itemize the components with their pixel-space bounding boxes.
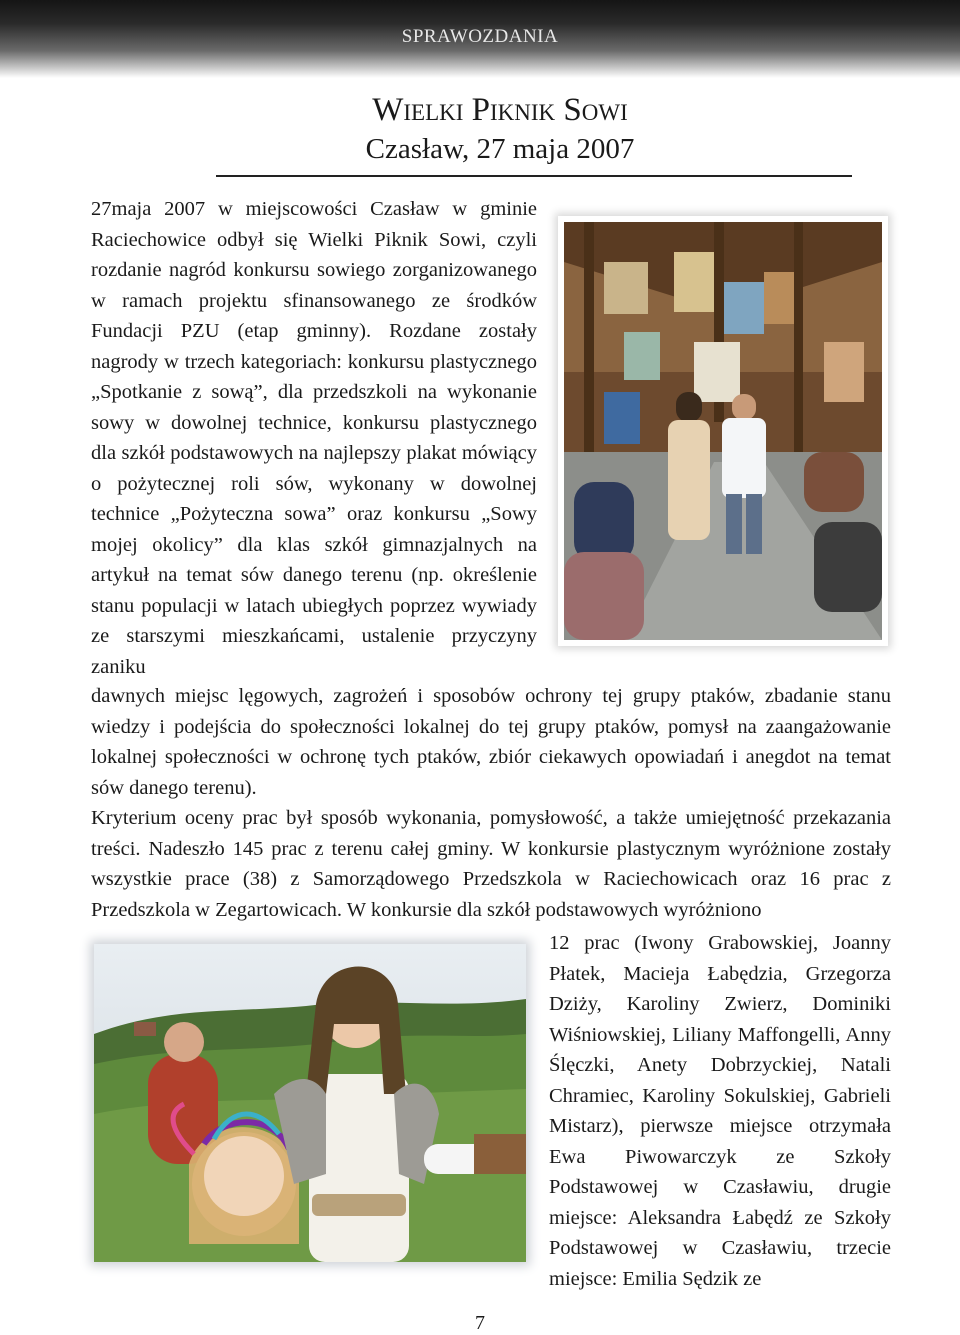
- award-ceremony-illustration: [564, 222, 882, 640]
- paragraph-intro: 27maja 2007 w miejscowości Czasław w gminie Raciechowice odbył się Wielki Piknik Sowi, czyli rozdanie nagród konkursu sowiego zorganizowanego w ramach projektu sfinansowanego ze środków Fundacji PZU (etap gminny). Rozdane zostały nagrody w trzech kategoriach: konkursu plastycznego „Spotkanie z sową”, dla przedszkoli na wykonanie sowy w dowolnej technice, konkursu plastycznego dla szkół podstawowych na najlepszy plakat mówiący o pożytecznej roli sów, wykonany w dowolnej technice „Pożyteczna sowa” oraz konkursu „Sowy mojej okolicy” dla klas szkół gimnazjalnych na artykuł na temat sów danego terenu (np. określenie stanu populacji w latach ubiegłych poprzez wywiady ze starszymi mieszkańcami, ustalenie przyczyny zaniku: [91, 198, 537, 678]
- paragraph-winners: 12 prac (Iwony Grabowskiej, Joanny Płatek, Macieja Łabędzia, Grzegorza Dziży, Karoliny Zwierz, Dominiki Wiśniowskiej, Liliany Maffongelli, Anny Ślęczki, Anety Dobrzyckiej, Natali Chramiec, Karoliny Sokulskiej, Gabrieli Mistarz), pierwsze miejsce otrzymała Ewa Piwowarczyk ze Szkoły Podstawowej w Czasławiu, drugie miejsce: Aleksandra Łabędź ze Szkoły Podstawowej w Czasławiu, trzecie miejsce: Emilia Sędzik ze: [549, 932, 891, 1290]
- article-title: Wielki Piknik Sowi: [372, 92, 628, 128]
- article-column-top: [91, 194, 537, 682]
- photo-award-ceremony: [558, 216, 888, 646]
- article-column-full: [91, 681, 891, 925]
- title-rule: [216, 175, 852, 177]
- children-outdoor-illustration: [94, 944, 526, 1262]
- article-subtitle: Czasław, 27 maja 2007: [365, 133, 635, 165]
- paragraph-criteria: Kryterium oceny prac był sposób wykonania, pomysłowość, a także umiejętność przekazania treści. Nadeszło 145 prac z terenu całej gminy. W konkursie plastycznym wyróżnione zostały wszystkie prace (38) z Samorządowego Przedszkola w Raciechowicach oraz 16 prac z Przedszkola w Zegartowicach. W konkursie dla szkół podstawowych wyróżniono: [91, 807, 891, 921]
- page-number: 7: [475, 1312, 485, 1334]
- paragraph-continuation: dawnych miejsc lęgowych, zagrożeń i sposobów ochrony tej grupy ptaków, zbadanie stanu wiedzy i podejścia do społeczności lokalnej do tej grupy ptaków, pomysł na zaangażowanie lokalnej społeczności w ochronę tych ptaków, zbiór ciekawych opowiadań i anegdot na temat sów danego terenu).: [91, 685, 891, 799]
- section-label: SPRAWOZDANIA: [401, 26, 559, 47]
- article-column-side: [549, 928, 891, 1294]
- photo-children-outdoor: [94, 944, 526, 1262]
